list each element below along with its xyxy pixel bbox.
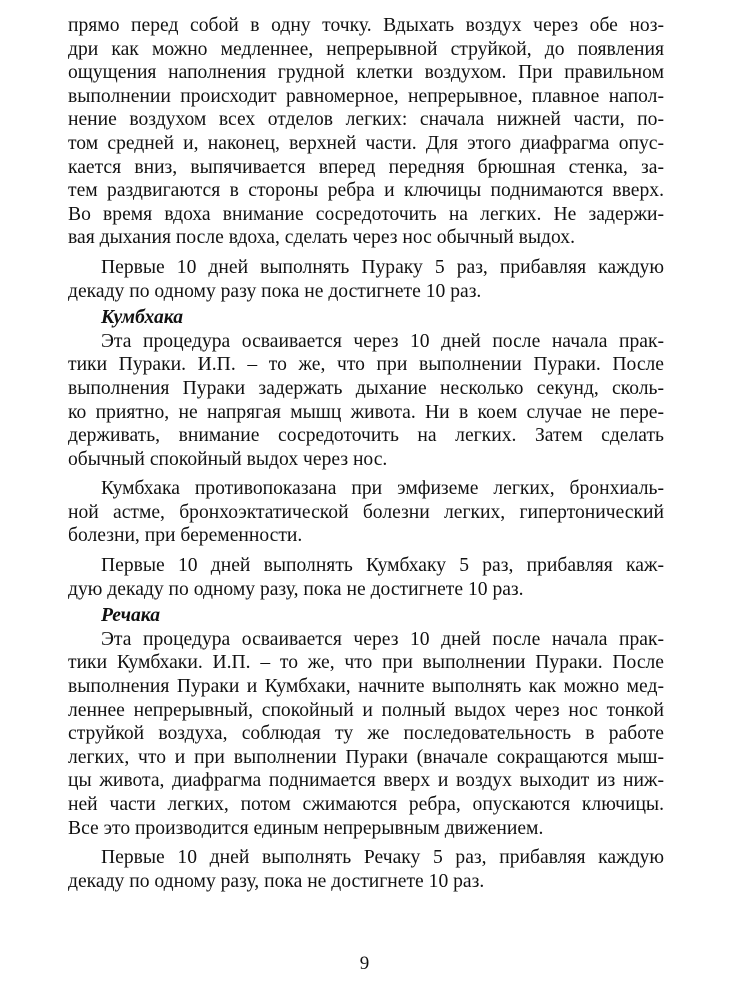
text-line: вая дыхания после вдоха, сделать через нос обычный выдох. bbox=[68, 227, 575, 249]
text-line: декаду по одному разу пока не достигнете 10 раз. bbox=[68, 280, 482, 302]
text-line: дую декаду по одному разу, пока не достигнете 10 раз. bbox=[68, 578, 524, 600]
text-line: декаду по одному разу, пока не достигнете 10 раз. bbox=[68, 870, 485, 892]
paragraph-kumbhaka-schedule bbox=[68, 554, 664, 601]
text-line: обычный спокойный выдох через нос. bbox=[68, 448, 388, 470]
text-line: выполнении происходит равномерное, непрерывное, плавное напол- bbox=[68, 85, 664, 107]
text-line: легких, что и при выполнении Пураки (вначале сокращаются мыш- bbox=[68, 746, 664, 768]
text-line: кается вниз, выпячивается вперед передняя брюшная стенка, за- bbox=[68, 156, 664, 178]
text-line: Первые 10 дней выполнять Кумбхаку 5 раз, прибавляя каж- bbox=[101, 555, 664, 577]
book-page-body bbox=[68, 14, 664, 899]
text-line: Кумбхака противопоказана при эмфиземе легких, бронхиаль- bbox=[101, 478, 664, 500]
paragraph-kumbhaka-contraindications bbox=[68, 477, 664, 548]
text-line: Первые 10 дней выполнять Речаку 5 раз, прибавляя каждую bbox=[101, 847, 664, 869]
text-line: леннее непрерывный, спокойный и полный выдох через нос тонкой bbox=[68, 699, 664, 721]
text-line: Эта процедура осваивается через 10 дней после начала прак- bbox=[101, 628, 664, 650]
text-line: цы живота, диафрагма поднимается вверх и воздух выходит из ниж- bbox=[68, 770, 664, 792]
text-line: ней части легких, потом сжимаются ребра, опускаются ключицы. bbox=[68, 794, 664, 815]
text-line: ко приятно, не напрягая мышц живота. Ни в коем случае не пере- bbox=[68, 401, 664, 423]
text-line: дри как можно медленнее, непрерывной струйкой, до появления bbox=[68, 38, 664, 60]
paragraph-puraka-continued bbox=[68, 14, 664, 250]
page-number: 9 bbox=[359, 953, 370, 974]
text-line: тики Кумбхаки. И.П. – то же, что при выполнении Пураки. После bbox=[68, 652, 664, 674]
text-line: болезни, при беременности. bbox=[68, 525, 303, 547]
text-line: ной астме, бронхоэктатической болезни легких, гипертонический bbox=[68, 501, 664, 523]
section-heading-rechaka: Речака bbox=[101, 605, 161, 627]
text-line: Эта процедура осваивается через 10 дней после начала прак- bbox=[101, 330, 664, 352]
text-line: Первые 10 дней выполнять Пураку 5 раз, прибавляя каждую bbox=[101, 256, 664, 278]
paragraph-rechaka-procedure bbox=[68, 628, 664, 840]
paragraph-kumbhaka-procedure bbox=[68, 330, 664, 472]
text-line: Во время вдоха внимание сосредоточить на легких. Не задержи- bbox=[68, 203, 664, 225]
text-line: нение воздухом всех отделов легких: сначала нижней части, по- bbox=[68, 109, 664, 131]
text-line: том средней и, наконец, верхней части. Для этого диафрагма опус- bbox=[68, 132, 664, 154]
text-line: выполнения Пураки и Кумбхаки, начните выполнять как можно мед- bbox=[68, 676, 664, 698]
text-line: тем раздвигаются в стороны ребра и ключицы поднимаются вверх. bbox=[68, 180, 664, 202]
text-line: Все это производится единым непрерывным движением. bbox=[68, 817, 544, 839]
text-line: струйкой воздуха, соблюдая ту же последовательность в работе bbox=[68, 723, 664, 745]
paragraph-puraka-schedule bbox=[68, 256, 664, 303]
text-line: держивать, внимание сосредоточить на легких. Затем сделать bbox=[68, 425, 664, 447]
paragraph-rechaka-schedule bbox=[68, 846, 664, 893]
section-heading-kumbhaka: Кумбхака bbox=[101, 307, 184, 329]
text-line: прямо перед собой в одну точку. Вдыхать воздух через обе ноз- bbox=[68, 15, 664, 36]
text-line: тики Пураки. И.П. – то же, что при выполнении Пураки. После bbox=[68, 354, 664, 376]
text-line: выполнения Пураки задержать дыхание несколько секунд, сколь- bbox=[68, 377, 664, 399]
text-line: ощущения наполнения грудной клетки воздухом. При правильном bbox=[68, 62, 664, 84]
